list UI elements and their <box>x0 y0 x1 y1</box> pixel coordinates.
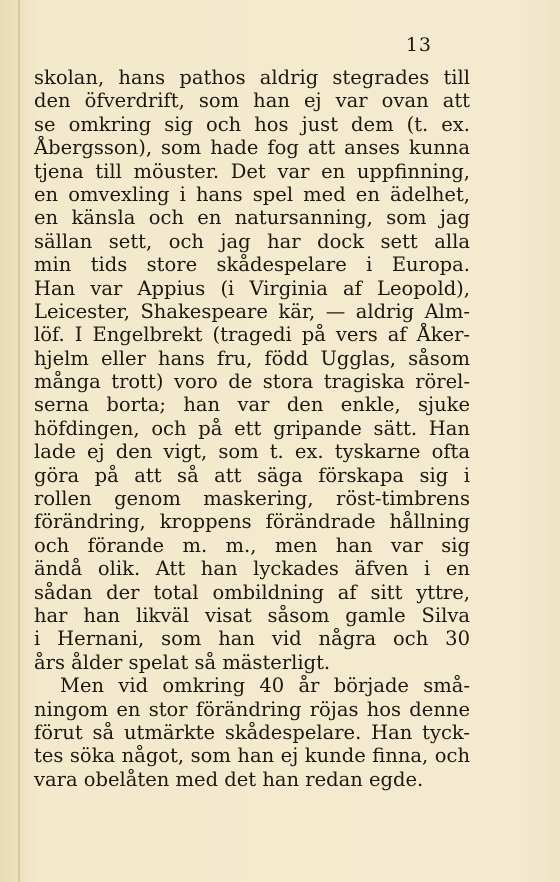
text-line: har han likväl visat såsom gamle Silva <box>34 603 470 627</box>
text-line: skolan, hans pathos aldrig stegrades till <box>34 66 470 89</box>
text-line: lade ej den vigt, som t. ex. tyskarne ofta <box>34 440 470 464</box>
text-line: Han var Appius (i Virginia af Leopold), <box>34 276 470 300</box>
text-line: förut så utmärkte skådespelare. Han tyck- <box>34 720 470 744</box>
text-line: rollen genom maskering, röst-timbrens <box>34 487 470 511</box>
text-line: min tids store skådespelare i Europa. <box>34 253 470 277</box>
text-line: Leicester, Shakespeare kär, — aldrig Alm- <box>34 299 470 323</box>
text-line: tes söka något, som han ej kunde finna, och <box>34 744 470 768</box>
text-line: se omkring sig och hos just dem (t. ex. <box>34 112 470 136</box>
text-line: och förande m. m., men han var sig <box>34 533 470 557</box>
text-line: förändring, kroppens förändrade hållning <box>34 510 470 534</box>
text-line: löf. I Engelbrekt (tragedi på vers af Åker- <box>34 323 470 347</box>
text-line: många trott) voro de stora tragiska rörel- <box>34 370 470 394</box>
text-line: tjena till möuster. Det var en uppfinning, <box>34 159 470 183</box>
text-line: en känsla och en natursanning, som jag <box>34 206 470 230</box>
text-line: den öfverdrift, som han ej var ovan att <box>34 89 470 113</box>
page-number: 13 <box>405 34 432 56</box>
text-line: ningom en stor förändring röjas hos denne <box>34 697 470 721</box>
text-line: sådan der total ombildning af sitt yttre, <box>34 580 470 604</box>
text-line: göra på att så att säga förskapa sig i <box>34 463 470 487</box>
page-edge-shadow <box>18 0 20 882</box>
text-line: Men vid omkring 40 år började små- <box>60 674 470 698</box>
text-line: vara obelåten med det han redan egde. <box>34 767 424 791</box>
body-text <box>34 66 470 791</box>
text-line: hjelm eller hans fru, född Ugglas, såsom <box>34 346 470 370</box>
text-line: höfdingen, och på ett gripande sätt. Han <box>34 416 470 440</box>
text-line: serna borta; han var den enkle, sjuke <box>34 393 470 417</box>
text-line: en omvexling i hans spel med en ädelhet, <box>34 182 470 206</box>
text-line: i Hernani, som han vid några och 30 <box>34 627 470 651</box>
text-line: sällan sett, och jag har dock sett alla <box>34 229 470 253</box>
text-line: ändå olik. Att han lyckades äfven i en <box>34 557 470 581</box>
text-line: Åbergsson), som hade fog att anses kunna <box>34 136 470 160</box>
text-line: års ålder spelat så mästerligt. <box>34 650 331 674</box>
